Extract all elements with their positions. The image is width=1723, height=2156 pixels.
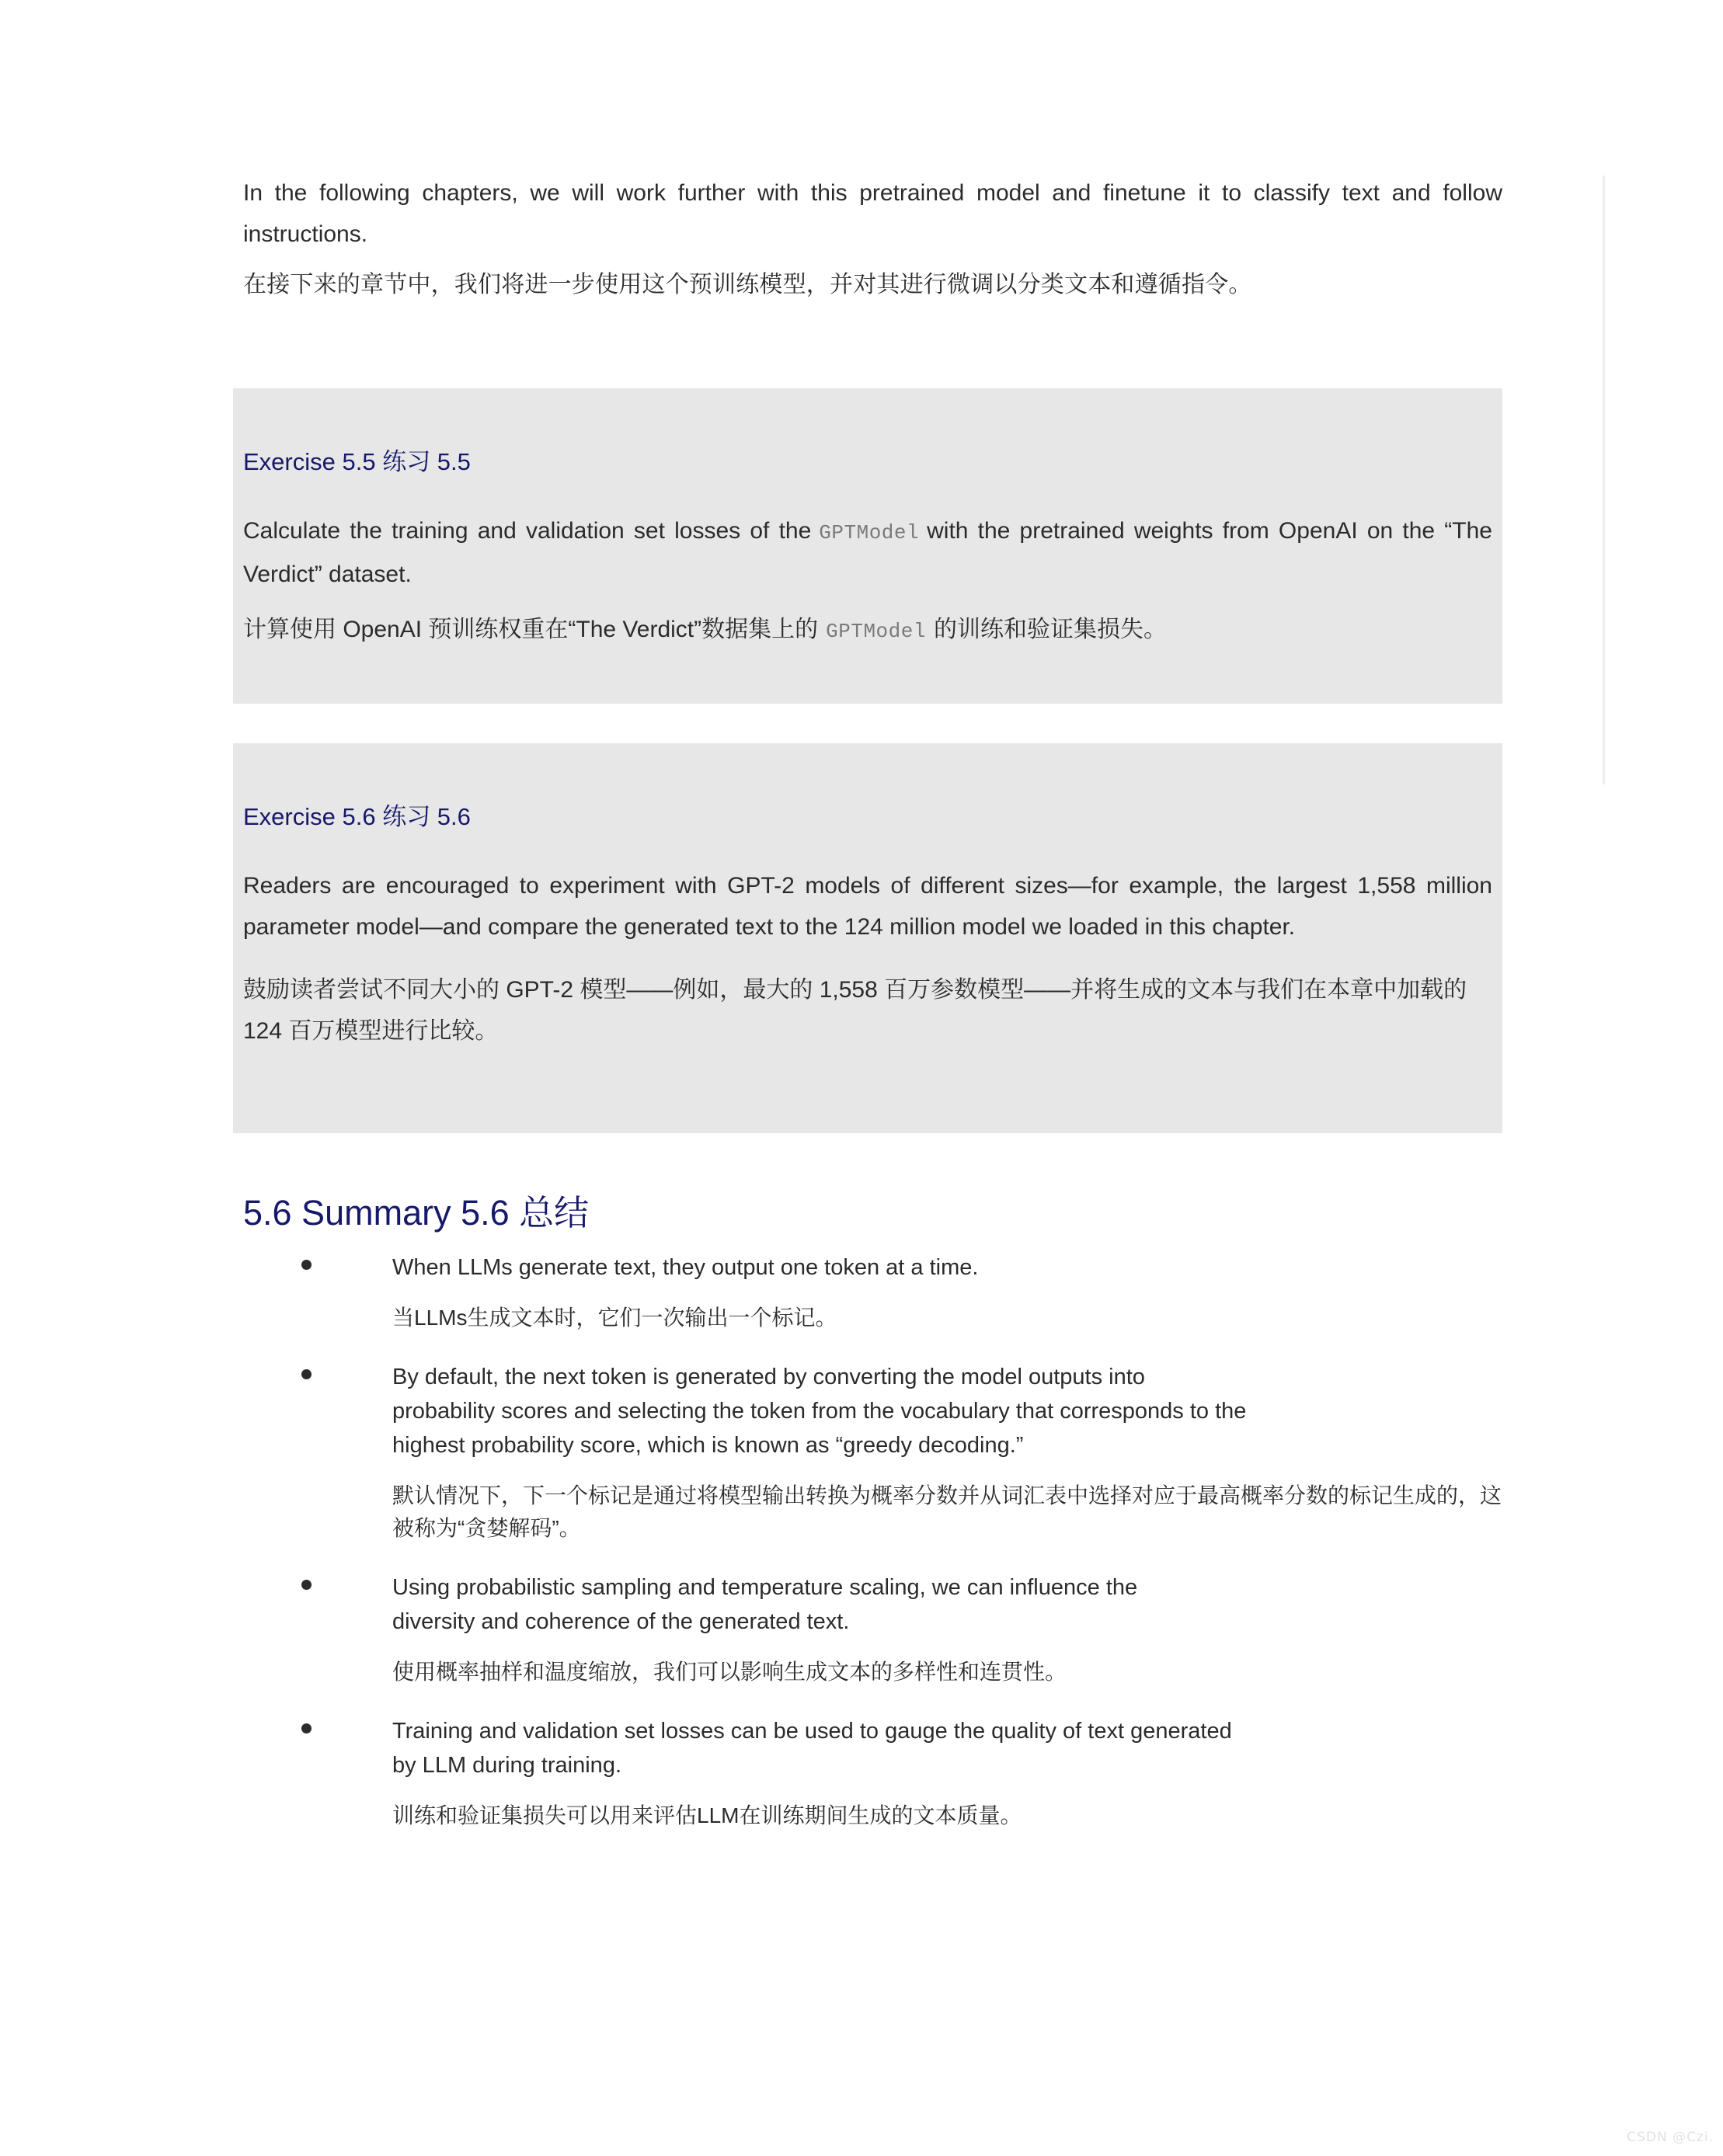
exercise-callout-5-5 bbox=[233, 388, 1502, 704]
summary-bullet-chinese: 使用概率抽样和温度缩放，我们可以影响生成文本的多样性和连贯性。 bbox=[392, 1660, 1067, 1684]
summary-bullet-item bbox=[243, 1360, 1502, 1545]
bullet-point-icon bbox=[301, 1580, 312, 1590]
summary-bullet-chinese: 默认情况下，下一个标记是通过将模型输出转换为概率分数并从词汇表中选择对应于最高概率分数的标记生成的，这被称为“贪婪解码”。 bbox=[392, 1483, 1502, 1540]
exercise-5-5-title: Exercise 5.5 练习 5.5 bbox=[243, 448, 471, 475]
summary-bullet-item bbox=[243, 1714, 1502, 1832]
exercise-5-5-english bbox=[243, 510, 1492, 595]
summary-bullet-item bbox=[243, 1250, 1502, 1334]
summary-bullet-english: By default, the next token is generated by converting the model outputs into probability scores and selecting the token from the vocabulary that corresponds to the highest probability score, which is known as “greedy decoding.” bbox=[392, 1365, 1247, 1458]
gptmodel-code-token-chinese: GPTModel bbox=[826, 620, 926, 643]
gptmodel-code-token: GPTModel bbox=[819, 521, 920, 544]
summary-bullet-chinese: 当LLMs生成文本时，它们一次输出一个标记。 bbox=[392, 1306, 837, 1330]
exercise-5-5-english-pre: Calculate the training and validation set losses of the bbox=[243, 518, 812, 544]
exercise-callout-5-6 bbox=[233, 743, 1502, 1133]
summary-bullet-english: Using probabilistic sampling and temperature scaling, we can influence the diversity and coherence of the generated text. bbox=[392, 1575, 1138, 1634]
right-margin-rule bbox=[1603, 176, 1605, 784]
exercise-5-5-chinese bbox=[243, 609, 1492, 652]
exercise-5-6-english: Readers are encouraged to experiment with GPT-2 models of different sizes—for example, the largest 1,558 million parameter model—and compare the generated text to the 124 million model we loaded in this chapter. bbox=[243, 873, 1492, 940]
summary-bullet-list bbox=[243, 1250, 1502, 1858]
bullet-point-icon bbox=[301, 1723, 312, 1733]
intro-paragraph-chinese: 在接下来的章节中，我们将进一步使用这个预训练模型，并对其进行微调以分类文本和遵循指令。 bbox=[243, 272, 1252, 297]
summary-bullet-english: When LLMs generate text, they output one token at a time. bbox=[392, 1255, 979, 1280]
summary-bullet-english: Training and validation set losses can be used to gauge the quality of text generated by LLM during training. bbox=[392, 1719, 1232, 1778]
summary-bullet-chinese: 训练和验证集损失可以用来评估LLM在训练期间生成的文本质量。 bbox=[392, 1803, 1022, 1827]
exercise-callout-5-5-inner bbox=[243, 388, 1492, 652]
summary-bullet-item bbox=[243, 1570, 1502, 1688]
exercise-5-5-chinese-pre: 计算使用 OpenAI 预训练权重在“The Verdict”数据集上的 bbox=[243, 617, 819, 642]
bullet-point-icon bbox=[301, 1260, 312, 1270]
intro-paragraph-english: In the following chapters, we will work further with this pretrained model and finetune it to classify text and follow instructions. bbox=[243, 180, 1502, 247]
bullet-point-icon bbox=[301, 1369, 312, 1379]
exercise-5-6-title: Exercise 5.6 练习 5.6 bbox=[243, 803, 471, 830]
csdn-watermark: CSDN @Czi. bbox=[1627, 2130, 1714, 2145]
exercise-callout-5-6-inner bbox=[243, 743, 1492, 1052]
exercise-5-5-english-post: with the pretrained weights from OpenAI on the “The Verdict” dataset. bbox=[243, 518, 1492, 587]
exercise-5-5-chinese-post: 的训练和验证集损失。 bbox=[933, 617, 1167, 642]
exercise-5-6-chinese: 鼓励读者尝试不同大小的 GPT-2 模型——例如，最大的 1,558 百万参数模型——并将生成的文本与我们在本章中加载的 124 百万模型进行比较。 bbox=[243, 977, 1467, 1044]
summary-section-heading: 5.6 Summary 5.6 总结 bbox=[243, 1193, 590, 1233]
